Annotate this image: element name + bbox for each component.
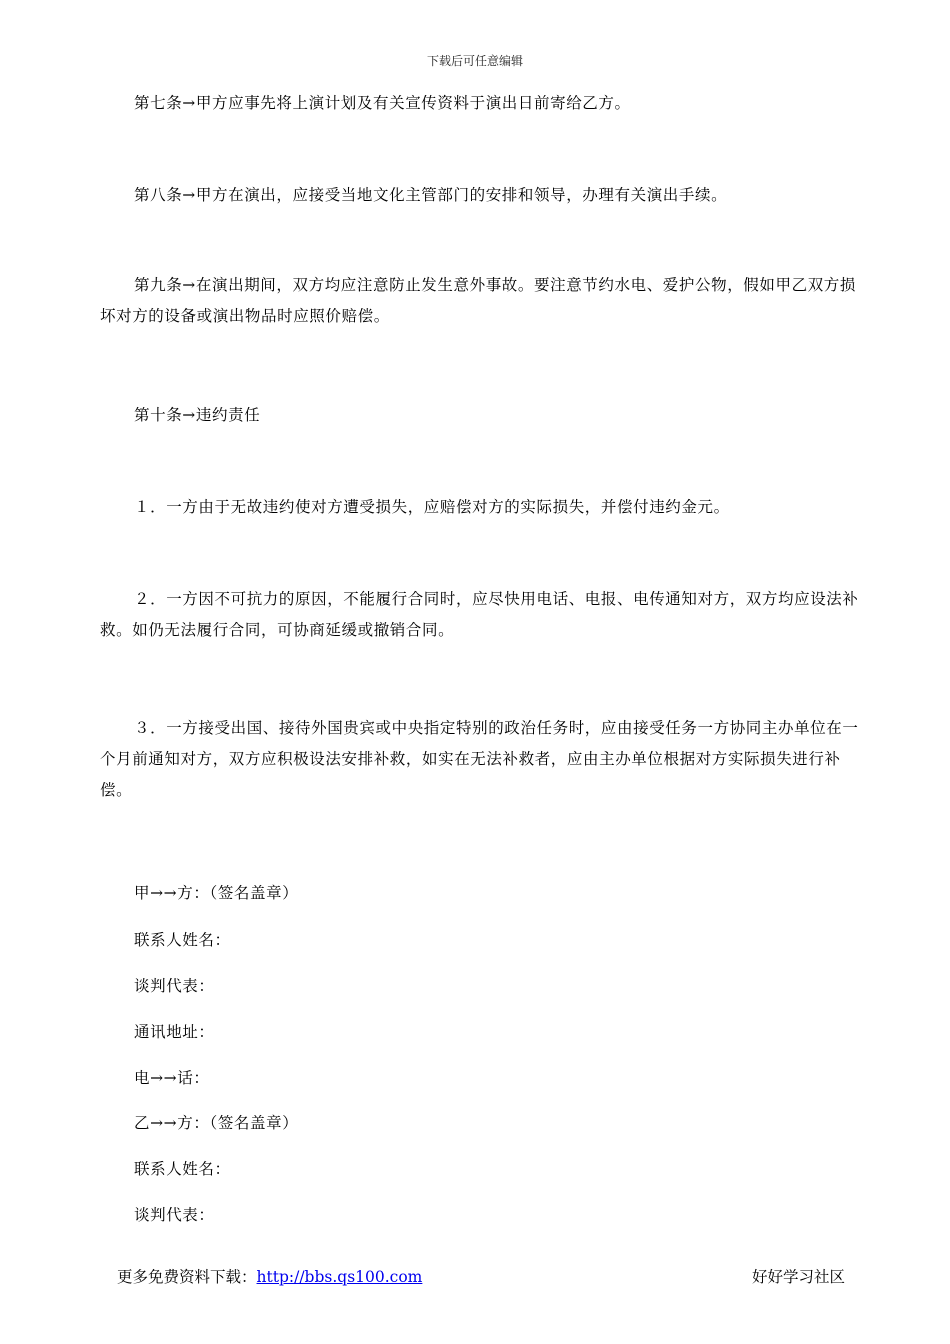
clause-1: １．一方由于无故违约使对方遭受损失，应赔偿对方的实际损失，并偿付违约金元。 <box>134 498 730 516</box>
contact-name-b: 联系人姓名： <box>134 1160 231 1178</box>
footer-download <box>117 1266 422 1288</box>
negotiator-b: 谈判代表： <box>134 1206 215 1224</box>
phone-a: 电→→话： <box>134 1069 210 1087</box>
footer-download-label: 更多免费资料下载： <box>117 1268 257 1286</box>
article-10-heading: 第十条→违约责任 <box>134 406 261 424</box>
footer-link[interactable]: http://bbs.qs100.com <box>256 1268 423 1286</box>
article-7: 第七条→甲方应事先将上演计划及有关宣传资料于演出日前寄给乙方。 <box>134 94 631 112</box>
party-b-line: 乙→→方：（签名盖章） <box>134 1114 299 1132</box>
article-8: 第八条→甲方在演出，应接受当地文化主管部门的安排和领导，办理有关演出手续。 <box>134 186 728 204</box>
footer-community: 好好学习社区 <box>752 1268 846 1286</box>
address-a: 通讯地址： <box>134 1023 215 1041</box>
clause-2: ２．一方因不可抗力的原因，不能履行合同时，应尽快用电话、电报、电传通知对方，双方均应设法补救。如仍无法履行合同，可协商延缓或撤销合同。 <box>100 590 859 639</box>
contact-name-a: 联系人姓名： <box>134 931 231 949</box>
article-9: 第九条→在演出期间，双方均应注意防止发生意外事故。要注意节约水电、爱护公物，假如甲乙双方损坏对方的设备或演出物品时应照价赔偿。 <box>100 276 856 325</box>
header-note: 下载后可任意编辑 <box>426 54 523 68</box>
clause-3: ３．一方接受出国、接待外国贵宾或中央指定特别的政治任务时，应由接受任务一方协同主办单位在一个月前通知对方，双方应积极设法安排补救，如实在无法补救者，应由主办单位根据对方实际损失进行补偿。 <box>100 719 859 799</box>
party-a-line: 甲→→方：（签名盖章） <box>134 884 299 902</box>
negotiator-a: 谈判代表： <box>134 977 215 995</box>
